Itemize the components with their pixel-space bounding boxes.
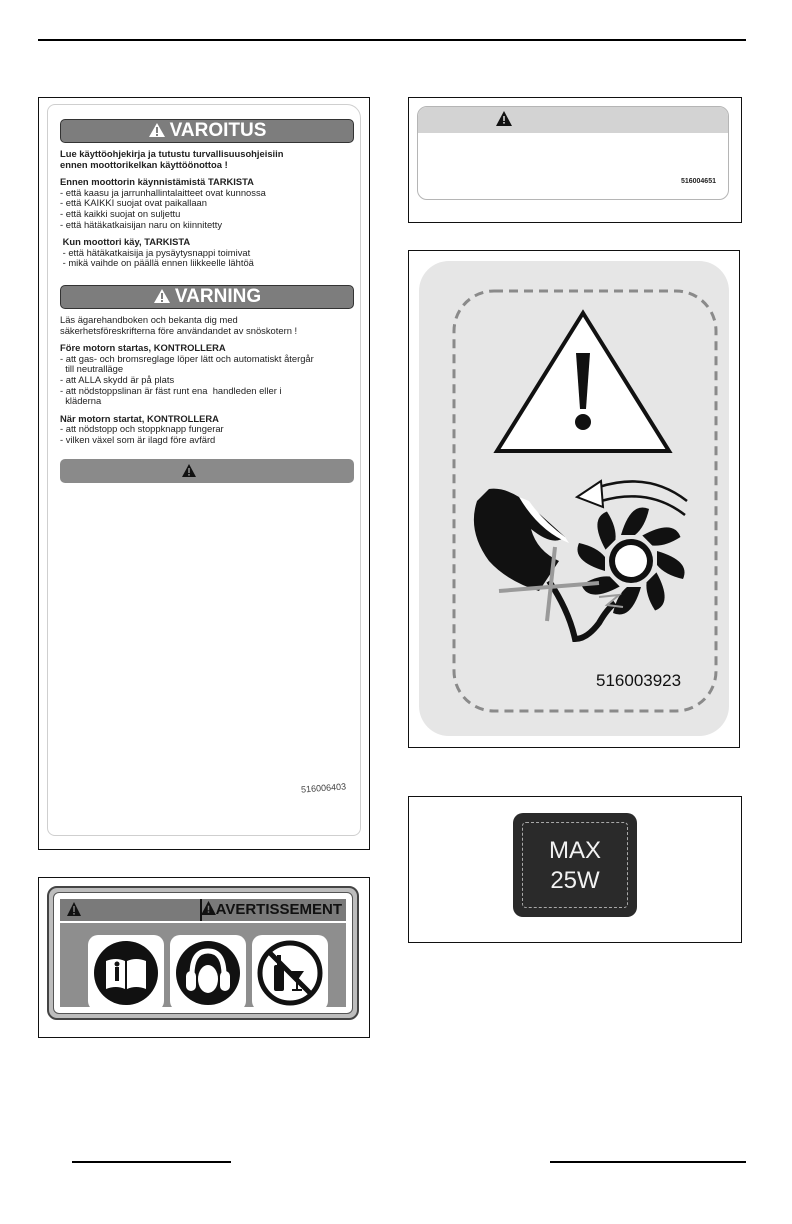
decal-text-line: till neutralläge [60, 363, 124, 375]
warning-triangle-icon [201, 901, 216, 915]
rotation-arrow-icon [577, 481, 687, 515]
varoitus-part-number: 516006403 [300, 781, 347, 795]
no-alcohol-pictogram [252, 935, 328, 1011]
decal-avertissement [47, 886, 359, 1020]
warning-triangle-icon [153, 288, 171, 304]
no-alcohol-icon [256, 939, 324, 1007]
decal-text-line: kläderna [60, 395, 102, 407]
pictogram-panel [60, 923, 346, 1007]
varoitus-text [60, 149, 354, 269]
decal-max-25w [513, 813, 637, 917]
decal-text-line: Läs ägarehandboken och bekanta dig med [60, 313, 238, 325]
decal-text-line: - att nödstopp och stoppknapp fungerar [60, 423, 224, 435]
max-label: MAX [548, 837, 601, 864]
decal-frame-fan-hazard [408, 250, 740, 748]
warning-triangle-icon [496, 111, 512, 126]
header-rule [38, 39, 746, 41]
warning-triangle-icon [148, 122, 166, 138]
decal-frame-max [408, 796, 742, 943]
varoitus-title: VAROITUS [169, 120, 267, 141]
wattage-label: 25W [550, 867, 600, 894]
small-warning-part-number: 516004651 [680, 178, 716, 185]
varning-title: VARNING [174, 285, 262, 307]
decal-text-line: säkerhetsföreskrifterna före användandet av snöskotern ! [60, 324, 298, 336]
small-warning-header [418, 107, 728, 133]
decal-text-line: - että kaikki suojat on suljettu [60, 207, 181, 219]
varoitus-banner [60, 119, 354, 143]
fan-hazard-graphic [419, 261, 729, 736]
decal-text-line: När motorn startat, KONTROLLERA [60, 412, 219, 424]
decal-text-line: - että kaasu ja jarrunhallintalaitteet ovat kunnossa [60, 186, 266, 198]
hearing-protection-icon [174, 939, 242, 1007]
fan-hazard-part-number: 516003923 [596, 671, 682, 690]
decal-text-line: - mikä vaihde on päällä ennen liikkeelle lähtöä [60, 257, 254, 269]
footer-rule-right [550, 1161, 746, 1163]
warning-triangle-icon [182, 464, 196, 477]
decal-frame-avertissement [38, 877, 370, 1038]
footer-rule-left [72, 1161, 231, 1163]
decal-frame-small-warning [408, 97, 742, 223]
decal-small-warning [417, 106, 729, 200]
decal-text-line: - vilken växel som är ilagd före avfärd [60, 433, 216, 445]
decal-text-line: Ennen moottorin käynnistämistä TARKISTA [60, 176, 254, 188]
varning-text [60, 315, 354, 446]
read-manual-icon [92, 939, 160, 1007]
varning-banner [60, 285, 354, 309]
decal-text-line: - että hätäkatkaisija ja pysäytysnappi toimivat [60, 246, 251, 258]
blank-warning-banner [60, 459, 354, 483]
read-manual-pictogram [88, 935, 164, 1011]
decal-text-line: - att nödstoppslinan är fäst runt ena handleden eller i [60, 384, 282, 396]
decal-text-line: - että hätäkatkaisijan naru on kiinnitetty [60, 218, 223, 230]
warning-triangle-icon [66, 901, 82, 917]
warning-triangle-icon [497, 313, 669, 451]
decal-text-line: - att gas- och bromsreglage löper lätt och automatiskt återgår [60, 352, 314, 364]
decal-frame-varoitus [38, 97, 370, 850]
fan-icon [577, 507, 684, 614]
decal-text-line: Lue käyttöohjekirja ja tutustu turvallisuusohjeisiin [60, 148, 284, 159]
decal-text-line: Kun moottori käy, TARKISTA [60, 236, 191, 248]
hearing-protection-pictogram [170, 935, 246, 1011]
avertissement-header [60, 899, 346, 921]
decal-text-line: ennen moottorikelkan käyttöönottoa ! [60, 158, 228, 170]
decal-text-line: - att ALLA skydd är på plats [60, 373, 175, 385]
decal-text-line: Före motorn startas, KONTROLLERA [60, 342, 226, 354]
decal-fan-hazard [419, 261, 729, 736]
decal-text-line: - että KAIKKI suojat ovat paikallaan [60, 197, 207, 209]
decal-varoitus [47, 104, 361, 836]
avertissement-title: AVERTISSEMENT [215, 901, 342, 918]
